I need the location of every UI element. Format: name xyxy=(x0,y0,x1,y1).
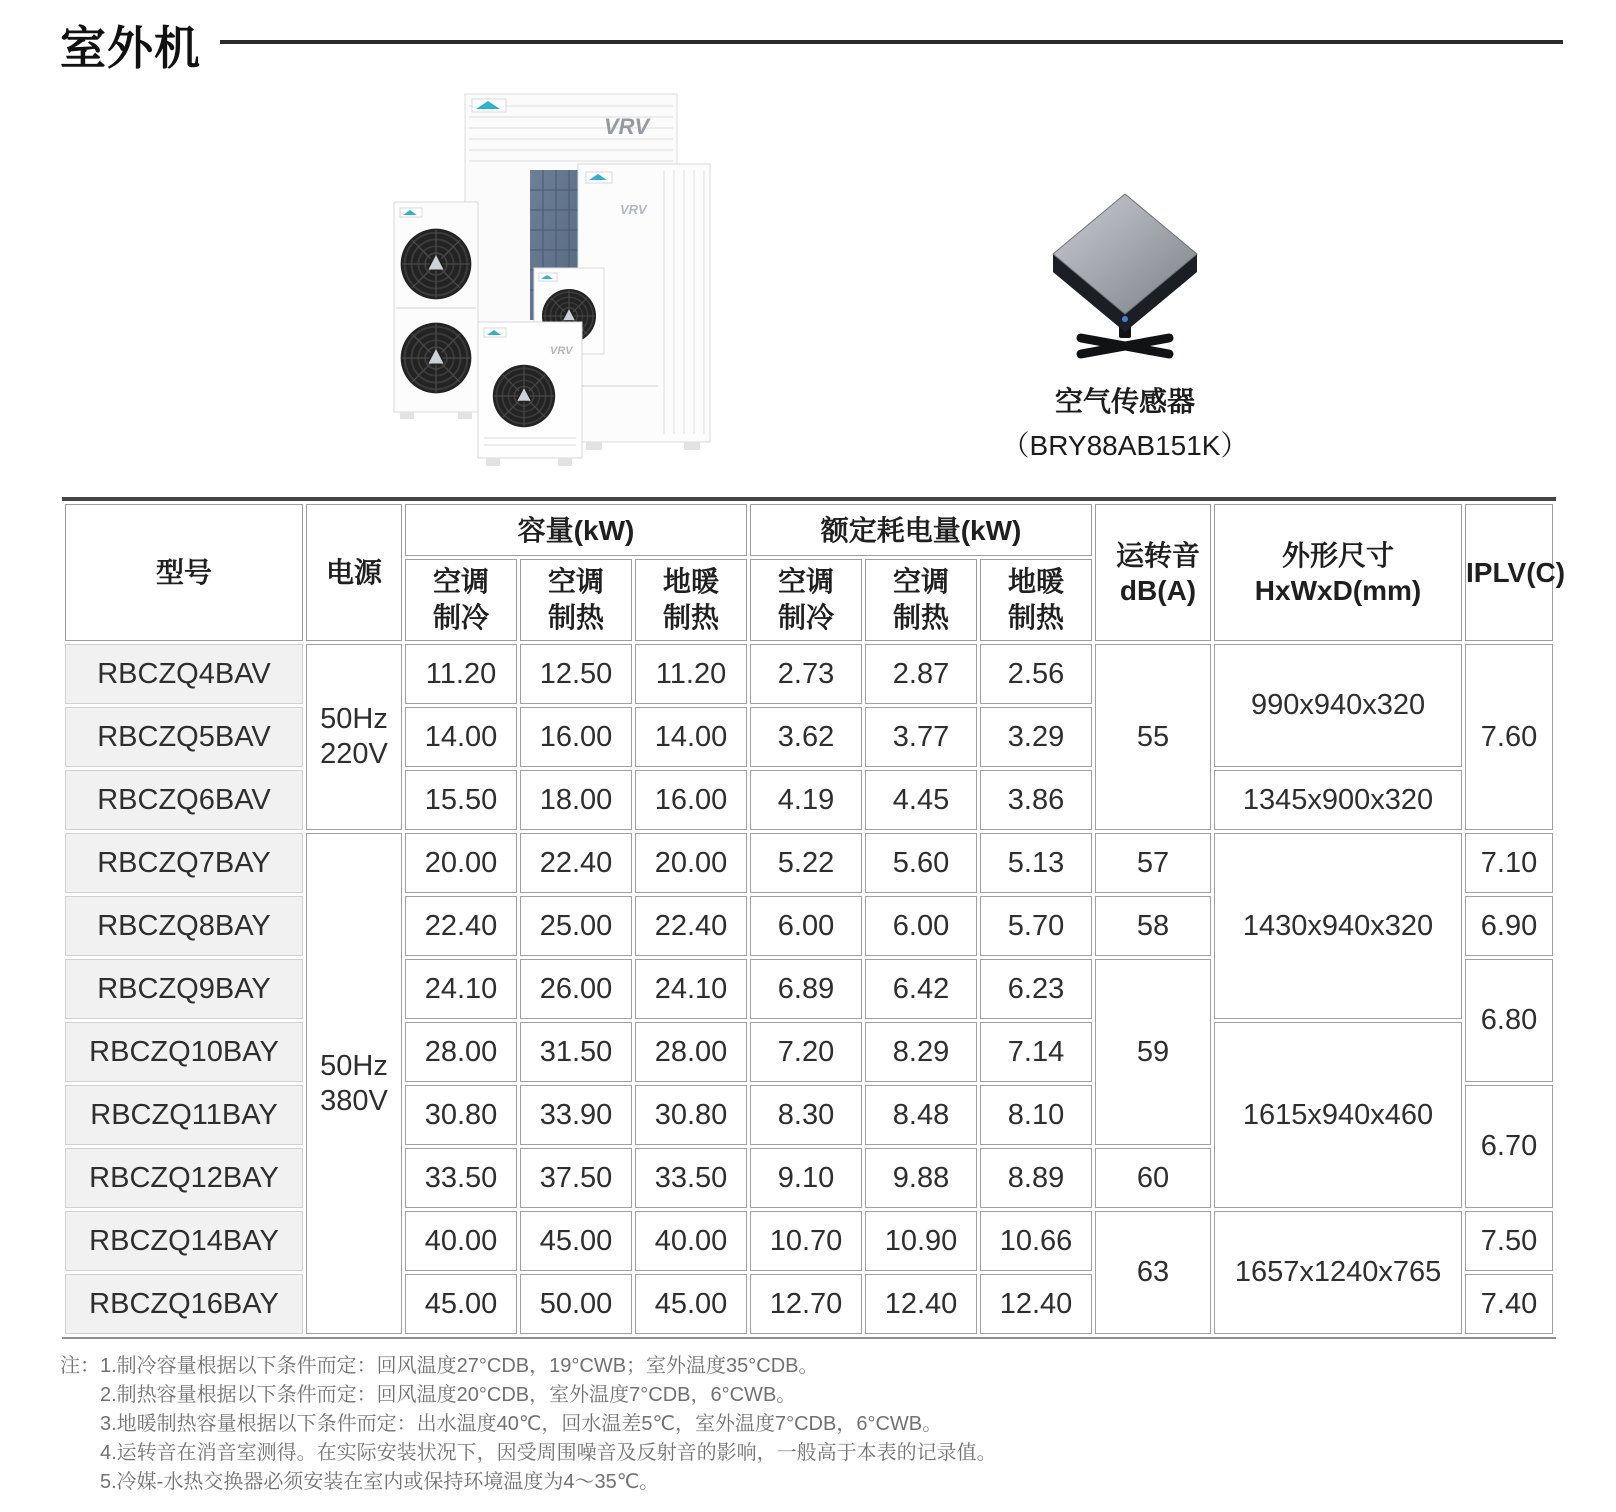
page-title: 室外机 xyxy=(60,22,201,74)
header-sound xyxy=(1095,504,1211,641)
pow-floor-cell: 6.23 xyxy=(980,959,1092,1019)
pow-cool-cell: 3.62 xyxy=(750,707,862,767)
header-floor-heating-power: 地暖制热 xyxy=(980,559,1092,641)
cap-heat-cell: 12.50 xyxy=(520,644,632,704)
cap-floor-cell: 30.80 xyxy=(635,1085,747,1145)
cap-cool-cell: 45.00 xyxy=(405,1274,517,1334)
pow-floor-cell: 8.89 xyxy=(980,1148,1092,1208)
header-power: 电源 xyxy=(306,504,402,641)
power-cell: 50Hz 220V xyxy=(306,644,402,830)
pow-floor-cell: 5.13 xyxy=(980,833,1092,893)
title-rule xyxy=(220,40,1563,44)
sound-cell: 59 xyxy=(1095,959,1211,1145)
header-sound-line2: dB(A) xyxy=(1119,574,1197,606)
note-line: 1.制冷容量根据以下条件而定：回风温度27°CDB，19°CWB；室外温度35°CDB。 xyxy=(100,1355,819,1377)
cap-heat-cell: 25.00 xyxy=(520,896,632,956)
dims-cell: 1345x900x320 xyxy=(1214,770,1462,830)
iplv-cell: 6.70 xyxy=(1465,1085,1553,1208)
header-floor-heating: 地暖制热 xyxy=(635,559,747,641)
sound-cell: 63 xyxy=(1095,1211,1211,1334)
header-dimensions xyxy=(1214,504,1462,641)
cap-heat-cell: 31.50 xyxy=(520,1022,632,1082)
sound-cell: 55 xyxy=(1095,644,1211,830)
pow-cool-cell: 5.22 xyxy=(750,833,862,893)
header-ac-heating-power: 空调制热 xyxy=(865,559,977,641)
cap-cool-cell: 30.80 xyxy=(405,1085,517,1145)
outdoor-unit-front xyxy=(478,322,582,466)
cap-floor-cell: 40.00 xyxy=(635,1211,747,1271)
model-cell: RBCZQ11BAY xyxy=(65,1085,303,1145)
pow-floor-cell: 3.86 xyxy=(980,770,1092,830)
iplv-cell: 7.10 xyxy=(1465,833,1553,893)
pow-cool-cell: 2.73 xyxy=(750,644,862,704)
pow-heat-cell: 5.60 xyxy=(865,833,977,893)
pow-cool-cell: 6.89 xyxy=(750,959,862,1019)
pow-heat-cell: 8.48 xyxy=(865,1085,977,1145)
cap-floor-cell: 14.00 xyxy=(635,707,747,767)
table-row xyxy=(65,1211,1553,1271)
outdoor-unit-left-tower xyxy=(394,202,478,419)
footnotes xyxy=(60,1352,997,1497)
cap-floor-cell: 28.00 xyxy=(635,1022,747,1082)
model-cell: RBCZQ9BAY xyxy=(65,959,303,1019)
cap-floor-cell: 33.50 xyxy=(635,1148,747,1208)
note-line: 3.地暖制热容量根据以下条件而定：出水温度40℃，回水温差5℃，室外温度7°CDB，6°CWB。 xyxy=(100,1413,943,1435)
dims-cell: 1615x940x460 xyxy=(1214,1022,1462,1208)
notes-prefix: 注： xyxy=(60,1355,100,1377)
pow-heat-cell: 9.88 xyxy=(865,1148,977,1208)
pow-floor-cell: 7.14 xyxy=(980,1022,1092,1082)
pow-cool-cell: 12.70 xyxy=(750,1274,862,1334)
cap-floor-cell: 24.10 xyxy=(635,959,747,1019)
pow-floor-cell: 2.56 xyxy=(980,644,1092,704)
cap-cool-cell: 20.00 xyxy=(405,833,517,893)
pow-heat-cell: 6.00 xyxy=(865,896,977,956)
note-line: 5.冷媒-水热交换器必须安装在室内或保持环境温度为4～35℃。 xyxy=(100,1471,660,1493)
header-consumption-group: 额定耗电量(kW) xyxy=(750,504,1092,556)
pow-heat-cell: 10.90 xyxy=(865,1211,977,1271)
model-cell: RBCZQ10BAY xyxy=(65,1022,303,1082)
outdoor-units-image xyxy=(372,86,732,478)
sound-cell: 57 xyxy=(1095,833,1211,893)
cap-cool-cell: 24.10 xyxy=(405,959,517,1019)
air-sensor-figure xyxy=(950,190,1300,464)
header-dims-line1: 外形尺寸 xyxy=(1282,539,1395,571)
air-sensor-image xyxy=(1025,190,1225,360)
sound-cell: 60 xyxy=(1095,1148,1211,1208)
iplv-cell: 6.80 xyxy=(1465,959,1553,1082)
cap-heat-cell: 50.00 xyxy=(520,1274,632,1334)
cap-floor-cell: 11.20 xyxy=(635,644,747,704)
iplv-cell: 7.40 xyxy=(1465,1274,1553,1334)
cap-heat-cell: 37.50 xyxy=(520,1148,632,1208)
pow-heat-cell: 8.29 xyxy=(865,1022,977,1082)
cap-cool-cell: 28.00 xyxy=(405,1022,517,1082)
cap-cool-cell: 40.00 xyxy=(405,1211,517,1271)
cap-floor-cell: 20.00 xyxy=(635,833,747,893)
power-cell: 50Hz 380V xyxy=(306,833,402,1334)
header-ac-cooling-power: 空调制冷 xyxy=(750,559,862,641)
cap-heat-cell: 22.40 xyxy=(520,833,632,893)
header-iplv: IPLV(C) xyxy=(1465,504,1553,641)
vrv-logo-text: VRV xyxy=(604,114,650,139)
pow-floor-cell: 10.66 xyxy=(980,1211,1092,1271)
note-line: 4.运转音在消音室测得。在实际安装状况下，因受周围噪音及反射音的影响，一般高于本表的记录值。 xyxy=(100,1442,997,1464)
vrv-logo-text-front: VRV xyxy=(550,345,573,357)
cap-heat-cell: 33.90 xyxy=(520,1085,632,1145)
model-cell: RBCZQ6BAV xyxy=(65,770,303,830)
pow-floor-cell: 8.10 xyxy=(980,1085,1092,1145)
note-line: 2.制热容量根据以下条件而定：回风温度20°CDB，室外温度7°CDB，6°CWB。 xyxy=(100,1384,797,1406)
dims-cell: 1430x940x320 xyxy=(1214,833,1462,1019)
cap-cool-cell: 22.40 xyxy=(405,896,517,956)
pow-heat-cell: 2.87 xyxy=(865,644,977,704)
pow-heat-cell: 3.77 xyxy=(865,707,977,767)
table-row xyxy=(65,833,1553,893)
cap-cool-cell: 11.20 xyxy=(405,644,517,704)
header-ac-heating: 空调制热 xyxy=(520,559,632,641)
pow-floor-cell: 12.40 xyxy=(980,1274,1092,1334)
model-cell: RBCZQ7BAY xyxy=(65,833,303,893)
iplv-cell: 6.90 xyxy=(1465,896,1553,956)
sensor-model: （BRY88AB151K） xyxy=(1001,430,1249,461)
table-row xyxy=(65,644,1553,704)
model-cell: RBCZQ5BAV xyxy=(65,707,303,767)
cap-floor-cell: 45.00 xyxy=(635,1274,747,1334)
cap-cool-cell: 15.50 xyxy=(405,770,517,830)
header-model: 型号 xyxy=(65,504,303,641)
pow-cool-cell: 10.70 xyxy=(750,1211,862,1271)
pow-cool-cell: 8.30 xyxy=(750,1085,862,1145)
cap-heat-cell: 26.00 xyxy=(520,959,632,1019)
pow-cool-cell: 4.19 xyxy=(750,770,862,830)
sensor-name: 空气传感器 xyxy=(1054,386,1195,417)
cap-heat-cell: 16.00 xyxy=(520,707,632,767)
sensor-led xyxy=(1122,316,1128,322)
pow-cool-cell: 7.20 xyxy=(750,1022,862,1082)
model-cell: RBCZQ8BAY xyxy=(65,896,303,956)
table-row xyxy=(65,1022,1553,1082)
iplv-cell: 7.60 xyxy=(1465,644,1553,830)
pow-heat-cell: 4.45 xyxy=(865,770,977,830)
spec-table-wrap xyxy=(62,497,1566,1339)
cap-floor-cell: 16.00 xyxy=(635,770,747,830)
table-row xyxy=(65,770,1553,830)
header-ac-cooling: 空调制冷 xyxy=(405,559,517,641)
cap-heat-cell: 45.00 xyxy=(520,1211,632,1271)
pow-cool-cell: 6.00 xyxy=(750,896,862,956)
cap-cool-cell: 14.00 xyxy=(405,707,517,767)
header-sound-line1: 运转音 xyxy=(1116,539,1201,571)
model-cell: RBCZQ16BAY xyxy=(65,1274,303,1334)
vrv-logo-text-small: VRV xyxy=(620,202,647,217)
dims-cell: 1657x1240x765 xyxy=(1214,1211,1462,1334)
dims-cell: 990x940x320 xyxy=(1214,644,1462,767)
model-cell: RBCZQ14BAY xyxy=(65,1211,303,1271)
cap-heat-cell: 18.00 xyxy=(520,770,632,830)
pow-heat-cell: 12.40 xyxy=(865,1274,977,1334)
notes-list xyxy=(100,1352,997,1497)
sound-cell: 58 xyxy=(1095,896,1211,956)
outdoor-units-illustration xyxy=(372,86,732,478)
header-capacity-group: 容量(kW) xyxy=(405,504,747,556)
spec-table xyxy=(62,497,1566,1339)
pow-heat-cell: 6.42 xyxy=(865,959,977,1019)
iplv-cell: 7.50 xyxy=(1465,1211,1553,1271)
cap-cool-cell: 33.50 xyxy=(405,1148,517,1208)
pow-cool-cell: 9.10 xyxy=(750,1148,862,1208)
model-cell: RBCZQ12BAY xyxy=(65,1148,303,1208)
model-cell: RBCZQ4BAV xyxy=(65,644,303,704)
sensor-body xyxy=(1053,194,1197,332)
pow-floor-cell: 5.70 xyxy=(980,896,1092,956)
cap-floor-cell: 22.40 xyxy=(635,896,747,956)
header-dims-line2: HxWxD(mm) xyxy=(1254,574,1422,606)
pow-floor-cell: 3.29 xyxy=(980,707,1092,767)
